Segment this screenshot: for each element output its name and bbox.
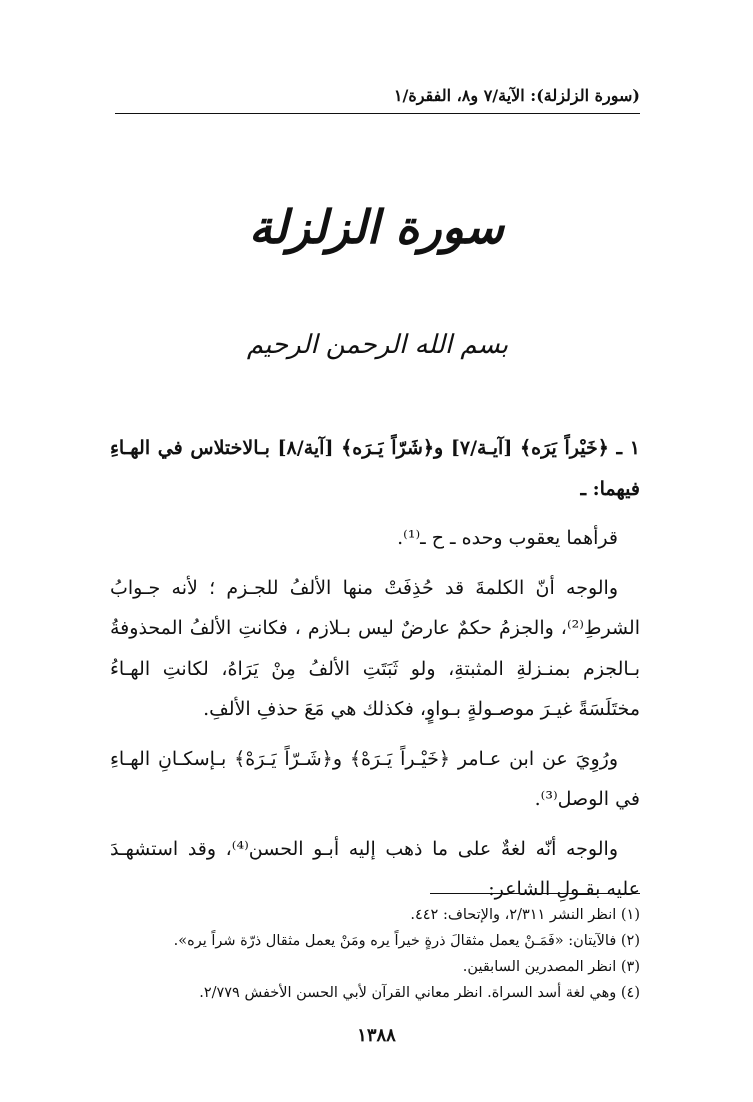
footnote-1: (١) انظر النشر ٢/٣١١، والإتحاف: ٤٤٢. — [410, 907, 640, 923]
body-text — [110, 428, 640, 910]
running-head: (سورة الزلزلة): الآية/٧ و٨، الفقرة/١ — [393, 86, 640, 105]
paragraph-5: والوجه أنّه لغةٌ على ما ذهب إليه أبـو الحسن⁽⁴⁾، وقد استشهـدَ عليه بقـولِ الشاعر: — [110, 837, 640, 900]
paragraph-4: ورُوِيَ عن ابن عـامر ﴿خَيْـراً يَـرَهْ﴾ و﴿شَـرّاً يَـرَهْ﴾ بـإسكـانِ الهـاءِ في الوصل⁽³⁾. — [110, 747, 640, 810]
paragraph-1: ١ ـ ﴿خَيْراً يَرَه﴾ [آيـة/٧] و﴿شَرّاً يَـرَه﴾ [آية/٨] بـالاختلاس في الهـاءِ فيهما: ـ — [110, 437, 641, 500]
paragraph-2: قرأهما يعقوب وحده ـ ح ـ⁽¹⁾. — [397, 527, 618, 549]
footnotes — [115, 902, 640, 1006]
page-number: ١٣٨٨ — [357, 1025, 396, 1046]
footnote-3: (٣) انظر المصدرين السابقين. — [462, 959, 640, 975]
paragraph-3: والوجه أنّ الكلمةَ قد حُذِفَتْ منها الألفُ للجـزم ؛ لأنه جـوابُ الشرطِ⁽²⁾، والجزمُ حكمٌ عارضٌ ليس بـلازم ، فكانتِ الألفُ المحذوفةُ بـالجزم بمنـزلةِ المثبتةِ، ولو ثَبَتَتِ الألفُ مِنْ يَرَاهُ، لكانتِ الهـاءُ مختَلَسَةً غيـرَ موصـولةٍ بـواوٍ، فكذلك هي مَعَ حذفِ الألفِ. — [110, 576, 640, 720]
footnote-2: (٢) فالآيتان: «فَمَـنْ يعمل مثقالَ ذرةٍ خيراً يره ومَنْ يعمل مثقال ذرّة شراً يره». — [173, 933, 640, 949]
header-divider — [115, 113, 640, 114]
footnote-4: (٤) وهي لغة أسد السراة. انظر معاني القرآن لأبي الحسن الأخفش ٢/٧٧٩. — [199, 985, 640, 1001]
surah-title: سورة الزلزلة — [249, 200, 504, 254]
basmala: بسم الله الرحمن الرحيم — [246, 330, 509, 360]
footnote-divider — [430, 893, 640, 894]
